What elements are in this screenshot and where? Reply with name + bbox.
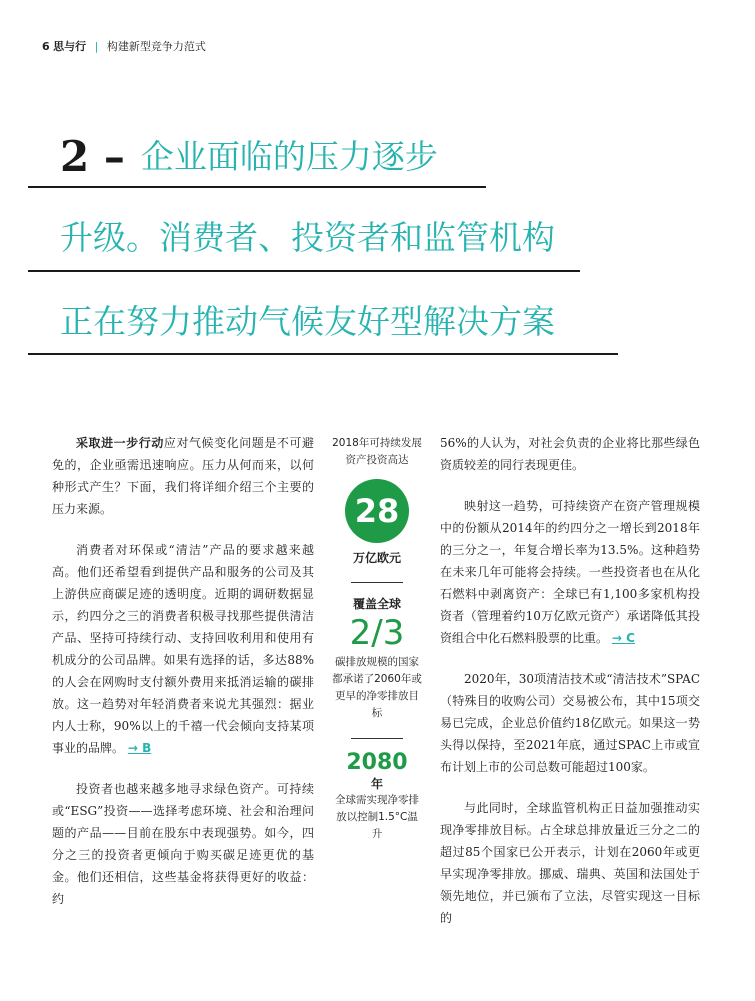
right-paragraph-4: 与此同时，全球监管机构正日益加强推动实现净零排放目标。占全球总排放量近三分之二的超过85个国家已公开表示，计划在2060年或更早实现净零排放。挪威、瑞典、英国和法国处于领先地位，并已颁布了立法，尽管实现这一目标的 [440,801,700,925]
chapter-number: 2 – [60,132,125,181]
stat-divider-1 [351,582,403,583]
stat-3-unit: 年 [370,777,383,791]
header-separator: | [94,40,99,53]
stat-1-label: 2018年可持续发展资产投资高达 [332,437,422,466]
right-paragraph-1: 56%的人认为，对社会负责的企业将比那些绿色资质较差的同行表现更佳。 [440,436,700,472]
left-paragraph-2: 消费者对环保或“清洁”产品的要求越来越高。他们还希望看到提供产品和服务的公司及其上游供应商碳足迹的透明度。近期的调研数据显示，约四分之三的消费者积极寻找那些提供清洁产品、坚持可持续行动、支持回收利用和使用有机成分的公司品牌。如果有选择的话，多达88%的人会在网购时支付额外费用来抵消运输的碳排放。这一趋势对年轻消费者来说尤其强烈：据业内人士称，90%以上的千禧一代会倾向支持某项事业的品牌。 → B [52,543,314,755]
right-paragraph-3: 2020年，30项清洁技术或“清洁技术”SPAC（特殊目的收购公司）交易被公布，其中15项交易已完成，企业总价值约18亿欧元。如果这一势头得以保持，至2021年底，通过SPAC上市或宣布计划上市的公司总数可能超过100家。 [440,672,700,774]
stat-divider-2 [351,738,403,739]
reference-link-c[interactable]: → C [611,631,635,645]
stat-3-value: 2080 [346,750,408,775]
stat-3-description: 全球需实现净零排放以控制1.5°C温升 [335,794,419,840]
page-header [42,38,206,54]
chapter-title-line-1 [60,132,438,181]
brand-name: 思与行 [53,40,87,53]
stat-2-description: 碳排放规模的国家都承诺了2060年或更早的净零排放目标 [332,656,422,719]
left-paragraph-3: 投资者也越来越多地寻求绿色资产。可持续或“ESG”投资——选择考虑环境、社会和治理问题的产品——目前在股东中表现强势。如今，四分之三的投资者更倾向于购买碳足迹更优的基金。他们还相信，这些基金将获得更好的收益：约 [52,782,314,906]
stat-1-circle: 28 [345,479,409,543]
title-text-2: 升级。消费者、投资者和监管机构 [60,218,555,257]
stat-1-unit: 万亿欧元 [352,551,401,565]
right-column [440,432,700,948]
stats-sidebar [331,435,423,843]
left-column [52,432,314,929]
chapter-title-line-3 [60,302,555,341]
chapter-title-line-2 [60,218,555,257]
title-rule-2 [28,270,580,272]
title-text-1: 企业面临的压力逐步 [140,137,438,176]
publication-title: 构建新型竞争力范式 [106,40,206,53]
title-rule-1 [28,186,486,188]
right-paragraph-2: 映射这一趋势，可持续资产在资产管理规模中的份额从2014年的约四分之一增长到2018年的三分之一，年复合增长率为13.5%。这种趋势在未来几年可能将会持续。一些投资者也在从化石燃料中剥离资产：全球已有1,100多家机构投资者（管理着约10万亿欧元资产）承诺降低其投资组合中化石燃料股票的比重。 → C [440,499,700,645]
reference-link-b[interactable]: → B [127,741,152,755]
stat-2-value: 2/3 [349,613,405,653]
left-paragraph-1: 采取进一步行动应对气候变化问题是不可避免的，企业亟需迅速响应。压力从何而来，以何种形式产生？下面，我们将详细介绍三个主要的压力来源。 [52,436,314,516]
lead-phrase: 采取进一步行动 [76,436,164,450]
page-number: 6 [42,40,50,53]
title-text-3: 正在努力推动气候友好型解决方案 [60,302,555,341]
stat-2-label: 覆盖全球 [352,597,401,611]
title-rule-3 [28,353,618,355]
